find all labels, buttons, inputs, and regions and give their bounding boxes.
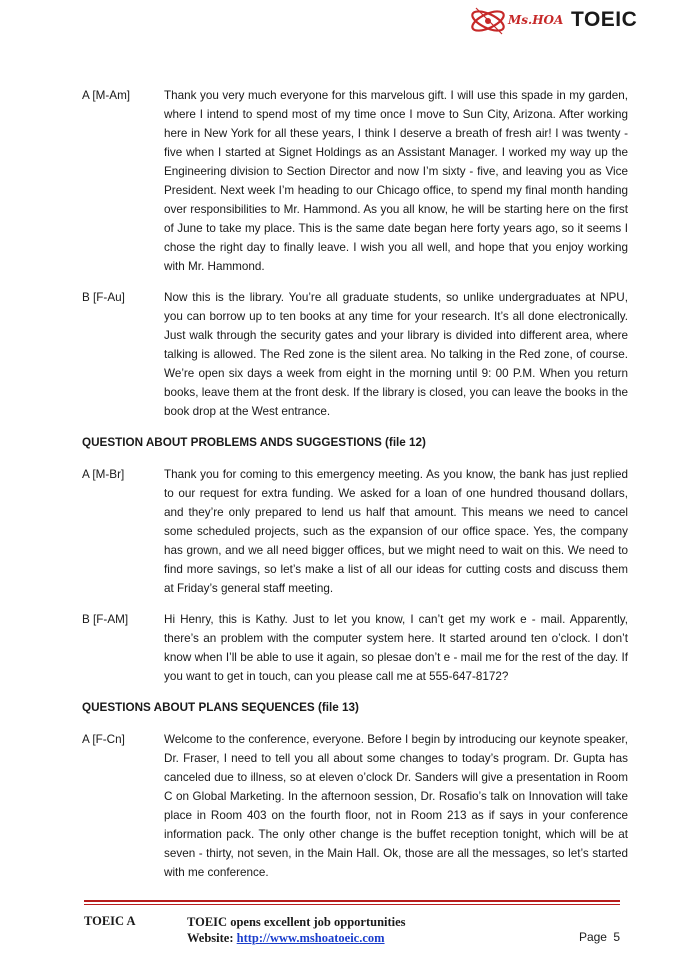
page-footer (84, 910, 620, 950)
transcript-text: Thank you for coming to this emergency meeting. As you know, the bank has just replied to our request for extra funding. We asked for a loan of one hundred thousand dollars, and they’re only prepared to lend us half that amount. This means we need to cancel some scheduled projects, such as the expansion of our office space. Yes, the company has grown, and we all need bigger offices, but we might need to wait on this. We need to find more savings, so let’s make a list of all our ideas for cutting costs and discuss them at Friday’s general staff meeting. (164, 468, 628, 595)
footer-left-label: TOEIC A (84, 914, 136, 928)
page-label: Page (578, 930, 607, 944)
logo-brand: TOEIC (571, 8, 638, 31)
website-label: Website: (187, 931, 234, 945)
footer-website (187, 930, 406, 946)
speaker-label: A [M-Br] (82, 468, 125, 481)
page-number-value: 5 (613, 930, 620, 944)
speaker-label: B [F-Au] (82, 291, 125, 304)
footer-center (187, 914, 406, 946)
footer-tagline: TOEIC opens excellent job opportunities (187, 915, 406, 929)
transcript-entry (82, 288, 628, 421)
document-body (82, 86, 628, 894)
transcript-text: Now this is the library. You’re all graduate students, so unlike undergraduates at NPU, you can borrow up to ten books at any time for your research. It’s all done electronically. Just walk through the security gates and your library is divided into different area, where talking is allowed. The Red zone is the silent area. No talking in the Red zone, of course. We’re open six days a week from eight in the morning until 9: 00 P.M. When you return books, leave them at the front desk. If the library is closed, you can leave the books in the book drop at the West entrance. (164, 291, 628, 418)
section-heading-file-12: QUESTION ABOUT PROBLEMS ANDS SUGGESTIONS (file 12) (82, 436, 426, 449)
footer-divider-thin (84, 904, 620, 905)
header-logo (468, 4, 638, 38)
speaker-label: A [F-Cn] (82, 733, 125, 746)
atom-logo-icon (468, 4, 512, 38)
footer-divider (84, 900, 620, 902)
page-number (579, 930, 620, 944)
speaker-label: B [F-AM] (82, 613, 129, 626)
speaker-label: A [M-Am] (82, 89, 131, 102)
transcript-text: Welcome to the conference, everyone. Before I begin by introducing our keynote speaker, Dr. Fraser, I need to tell you all about some changes to today’s program. Dr. Gupta has canceled due to illness, so at eleven o’clock Dr. Sanders will give a presentation in Room C on Global Marketing. In the afternoon session, Dr. Rosafio’s talk on Innovation will take place in Room 403 on the fourth floor, not in Room 213 as if says in your conference information pack. The only other change is the buffet reception tonight, which will be at seven - thirty, not seven, in the Main Hall. Ok, those are all the messages, so let’s started with me conference. (164, 733, 628, 879)
transcript-text: Thank you very much everyone for this marvelous gift. I will use this spade in my garden, where I intend to spend most of my time once I move to Sun City, Arizona. After working here in New York for all these years, I think I deserve a breath of fresh air! I was twenty - five when I started at Signet Holdings as an Assistant Manager. I worked my way up the Engineering division to Section Director and now I’m sixty - five, and leaving you as Vice President. Next week I’m heading to our Chicago office, to spend my final month handing over responsibilities to Mr. Hammond. As you all know, he will be starting here on the first of June to take my place. This is the same date began here forty years ago, so it seems I chose the right day to finally leave. I wish you all well, and hope that you enjoy working with Mr. Hammond. (164, 89, 628, 273)
transcript-entry (82, 610, 628, 686)
transcript-text: Hi Henry, this is Kathy. Just to let you know, I can’t get my work e - mail. Apparently, there’s an problem with the computer system here. It started around ten o’clock. I don’t know when I’ll be able to use it again, so plesae don’t e - mail me for the rest of the day. If you want to get in touch, can you please call me at 555-647-8172? (164, 613, 628, 683)
transcript-entry (82, 730, 628, 882)
transcript-entry (82, 86, 628, 276)
transcript-entry (82, 465, 628, 598)
website-link[interactable]: http://www.mshoatoeic.com (236, 931, 385, 945)
section-heading-file-13: QUESTIONS ABOUT PLANS SEQUENCES (file 13) (82, 701, 359, 714)
logo-prefix: Ms.HOA (508, 13, 564, 27)
